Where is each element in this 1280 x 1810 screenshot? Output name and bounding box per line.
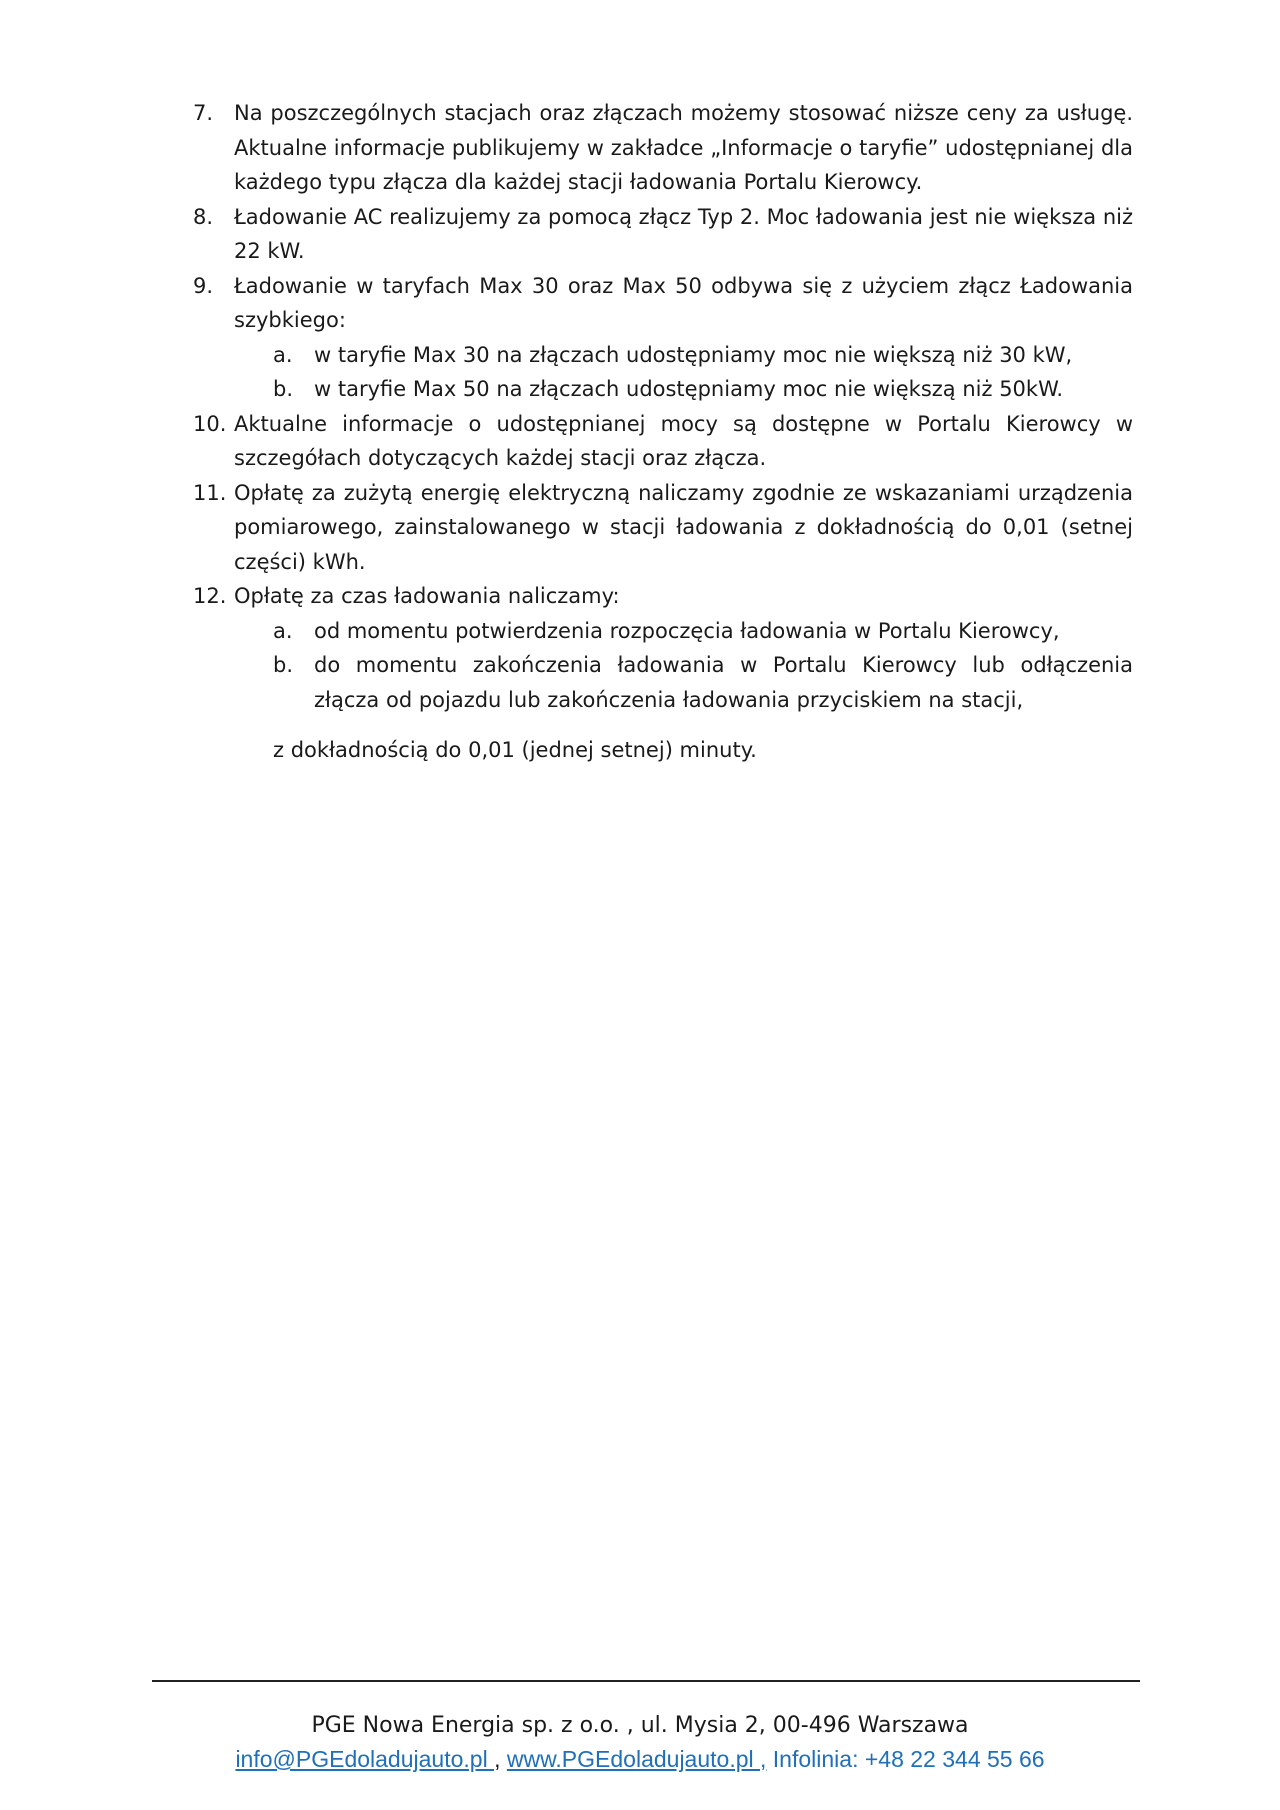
footer-contact: [0, 1746, 1280, 1773]
list-item-text: Ładowanie w taryfach Max 30 oraz Max 50 odbywa się z użyciem złącz Ładowania szybkiego:: [234, 273, 1133, 332]
infolinia-text: Infolinia: +48 22 344 55 66: [766, 1746, 1045, 1772]
sub-item-text: do momentu zakończenia ładowania w Portalu Kierowcy lub odłączenia złącza od pojazdu lub zakończenia ładowania przyciskiem na stacji,: [314, 653, 1133, 712]
sub-item-text: od momentu potwierdzenia rozpoczęcia ładowania w Portalu Kierowcy,: [314, 618, 1060, 643]
list-item-text: Aktualne informacje o udostępnianej mocy są dostępne w Portalu Kierowcy w szczegółach dotyczących każdej stacji oraz złącza.: [234, 411, 1133, 470]
list-item-number: 12.: [193, 584, 227, 608]
list-item-text: Opłatę za zużytą energię elektryczną naliczamy zgodnie ze wskazaniami urządzenia pomiarowego, zainstalowanego w stacji ładowania z dokładnością do 0,01 (setnej części) kWh.: [234, 480, 1133, 574]
list-item-text: Na poszczególnych stacjach oraz złączach możemy stosować niższe ceny za usługę. Aktualne informacje publikujemy w zakładce „Informacje o taryfie” udostępnianej dla każdego typu złącza dla każdej stacji ładowania Portalu Kierowcy.: [234, 101, 1133, 194]
sub-item-9a: [193, 338, 1133, 373]
footer-separator: ,: [494, 1746, 507, 1772]
sub-item-12b: [193, 648, 1133, 717]
list-item-number: 8.: [193, 204, 214, 229]
website-link[interactable]: www.PGEdoladujauto.pl ,: [506, 1746, 767, 1772]
list-item-number: 10.: [193, 411, 227, 436]
footer-divider: [152, 1680, 1140, 1682]
list-item-text: Opłatę za czas ładowania naliczamy:: [234, 584, 620, 608]
document-body: [193, 96, 1133, 768]
sub-item-text: w taryfie Max 30 na złączach udostępniamy moc nie większą niż 30 kW,: [314, 342, 1073, 367]
email-link[interactable]: info@PGEdoladujauto.pl: [235, 1746, 495, 1772]
list-item-number: 9.: [193, 273, 214, 298]
list-item-7: [193, 96, 1133, 200]
list-item-8: [193, 200, 1133, 269]
sub-item-12a: [193, 614, 1133, 649]
sub-item-9b: [193, 372, 1133, 407]
sub-item-letter: a.: [273, 342, 293, 367]
sub-item-letter: a.: [273, 618, 293, 643]
list-item-9: [193, 269, 1133, 338]
list-item-12: [193, 579, 1133, 614]
sub-item-letter: b.: [273, 377, 294, 401]
sub-item-text: w taryfie Max 50 na złączach udostępniamy moc nie większą niż 50kW.: [314, 377, 1064, 401]
sub-item-letter: b.: [273, 653, 294, 677]
footer-address: PGE Nowa Energia sp. z o.o. , ul. Mysia 2, 00-496 Warszawa: [311, 1713, 969, 1738]
list-item-11: [193, 476, 1133, 580]
list-item-text: Ładowanie AC realizujemy za pomocą złącz Typ 2. Moc ładowania jest nie większa niż 22 kW.: [234, 204, 1133, 263]
closing-paragraph: z dokładnością do 0,01 (jednej setnej) minuty.: [273, 738, 757, 762]
list-item-10: [193, 407, 1133, 476]
list-item-number: 11.: [193, 480, 227, 505]
list-item-number: 7.: [193, 101, 214, 125]
